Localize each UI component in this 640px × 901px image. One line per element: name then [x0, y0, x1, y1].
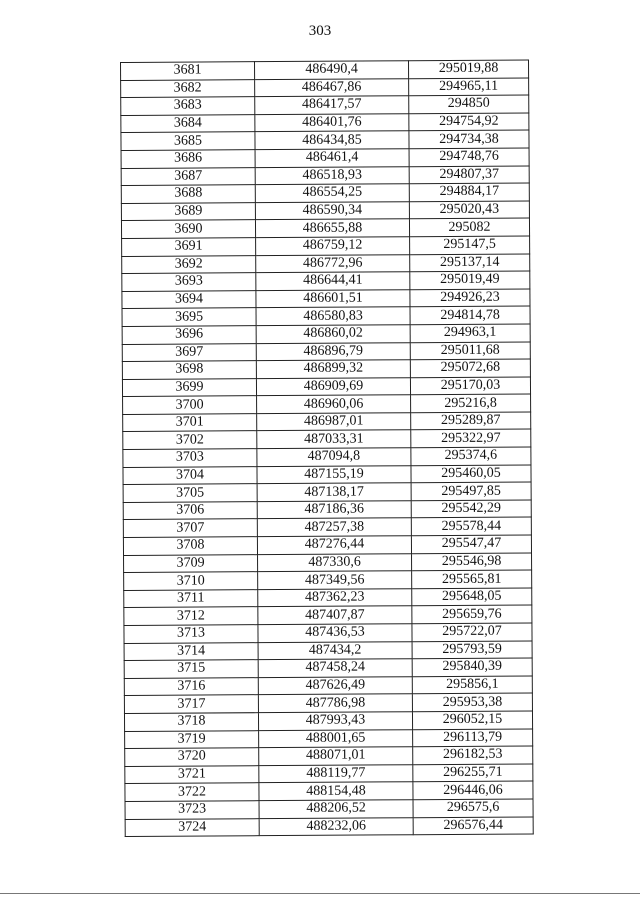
y-coordinate-cell: 294748,76 [409, 148, 529, 166]
y-coordinate-cell: 295216,8 [411, 394, 531, 412]
x-coordinate-cell: 486461,4 [255, 149, 409, 168]
table-row [122, 377, 530, 397]
x-coordinate-cell: 486554,25 [255, 184, 409, 203]
y-coordinate-cell: 296113,79 [413, 729, 533, 747]
x-coordinate-cell: 488232,06 [259, 817, 413, 836]
y-coordinate-cell: 295840,39 [412, 658, 532, 676]
table-row [124, 588, 532, 608]
table-row [124, 693, 532, 713]
x-coordinate-cell: 487138,17 [257, 483, 411, 502]
table-row [121, 113, 529, 133]
table-row [124, 641, 532, 661]
point-number-cell: 3702 [123, 431, 257, 449]
table-row [125, 799, 533, 819]
table-row [123, 535, 531, 555]
table-row [124, 711, 532, 731]
table-row [121, 78, 529, 98]
x-coordinate-cell: 487276,44 [257, 536, 411, 555]
y-coordinate-cell: 295082 [409, 218, 529, 236]
table-row [122, 359, 530, 379]
y-coordinate-cell: 295137,14 [410, 254, 530, 272]
x-coordinate-cell: 487458,24 [258, 659, 412, 678]
x-coordinate-cell: 488154,48 [259, 782, 413, 801]
table-row [122, 341, 530, 361]
point-number-cell: 3715 [124, 660, 258, 678]
page-edge-divider [0, 893, 640, 894]
table-row [123, 412, 531, 432]
point-number-cell: 3704 [123, 466, 257, 484]
y-coordinate-cell: 295322,97 [411, 429, 531, 447]
y-coordinate-cell: 295648,05 [412, 588, 532, 606]
table-row [121, 130, 529, 150]
x-coordinate-cell: 488071,01 [259, 747, 413, 766]
y-coordinate-cell: 296182,53 [413, 746, 533, 764]
table-row [123, 465, 531, 485]
x-coordinate-cell: 487436,53 [258, 624, 412, 643]
table-row [122, 289, 530, 309]
x-coordinate-cell: 486644,41 [256, 272, 410, 291]
table-row [121, 218, 529, 238]
table-row [123, 482, 531, 502]
point-number-cell: 3716 [124, 677, 258, 695]
table-row [122, 254, 530, 274]
x-coordinate-cell: 486772,96 [256, 254, 410, 273]
point-number-cell: 3690 [121, 220, 255, 238]
y-coordinate-cell: 294754,92 [409, 113, 529, 131]
table-row [124, 570, 532, 590]
x-coordinate-cell: 488119,77 [259, 764, 413, 783]
y-coordinate-cell: 295659,76 [412, 605, 532, 623]
point-number-cell: 3695 [122, 308, 256, 326]
x-coordinate-cell: 487626,49 [258, 677, 412, 696]
y-coordinate-cell: 294965,11 [409, 78, 529, 96]
point-number-cell: 3706 [123, 502, 257, 520]
point-number-cell: 3708 [123, 537, 257, 555]
point-number-cell: 3701 [123, 414, 257, 432]
point-number-cell: 3681 [121, 62, 255, 80]
x-coordinate-cell: 486401,76 [255, 114, 409, 133]
coordinates-table [120, 60, 534, 838]
table-row [123, 517, 531, 537]
table-row [121, 201, 529, 221]
point-number-cell: 3700 [123, 396, 257, 414]
table-row [124, 676, 532, 696]
x-coordinate-cell: 486434,85 [255, 131, 409, 150]
point-number-cell: 3689 [121, 202, 255, 220]
point-number-cell: 3707 [123, 519, 257, 537]
x-coordinate-cell: 487186,36 [257, 501, 411, 520]
point-number-cell: 3692 [122, 255, 256, 273]
point-number-cell: 3711 [124, 589, 258, 607]
point-number-cell: 3718 [124, 713, 258, 731]
point-number-cell: 3698 [122, 361, 256, 379]
y-coordinate-cell: 295072,68 [410, 359, 530, 377]
x-coordinate-cell: 486601,51 [256, 289, 410, 308]
x-coordinate-cell: 487786,98 [258, 694, 412, 713]
x-coordinate-cell: 487434,2 [258, 641, 412, 660]
y-coordinate-cell: 295020,43 [409, 201, 529, 219]
x-coordinate-cell: 486860,02 [256, 325, 410, 344]
y-coordinate-cell: 294734,38 [409, 130, 529, 148]
x-coordinate-cell: 487094,8 [257, 448, 411, 467]
y-coordinate-cell: 295147,5 [410, 236, 530, 254]
point-number-cell: 3710 [124, 572, 258, 590]
table-row [121, 166, 529, 186]
y-coordinate-cell: 295460,05 [411, 465, 531, 483]
x-coordinate-cell: 486655,88 [255, 219, 409, 238]
point-number-cell: 3696 [122, 326, 256, 344]
table-row [124, 658, 532, 678]
y-coordinate-cell: 294807,37 [409, 166, 529, 184]
x-coordinate-cell: 487257,38 [257, 518, 411, 537]
x-coordinate-cell: 487155,19 [257, 465, 411, 484]
y-coordinate-cell: 295793,59 [412, 641, 532, 659]
table-row [122, 236, 530, 256]
point-number-cell: 3720 [125, 748, 259, 766]
x-coordinate-cell: 487330,6 [258, 553, 412, 572]
x-coordinate-cell: 486909,69 [256, 377, 410, 396]
y-coordinate-cell: 295547,47 [411, 535, 531, 553]
y-coordinate-cell: 295011,68 [410, 341, 530, 359]
table-row [121, 95, 529, 115]
point-number-cell: 3724 [125, 818, 259, 836]
point-number-cell: 3705 [123, 484, 257, 502]
x-coordinate-cell: 488001,65 [259, 729, 413, 748]
x-coordinate-cell: 486899,32 [256, 360, 410, 379]
y-coordinate-cell: 294884,17 [409, 183, 529, 201]
table-row [123, 394, 531, 414]
y-coordinate-cell: 296575,6 [413, 799, 533, 817]
y-coordinate-cell: 296255,71 [413, 764, 533, 782]
y-coordinate-cell: 295722,07 [412, 623, 532, 641]
point-number-cell: 3694 [122, 290, 256, 308]
table-row [123, 500, 531, 520]
table-row [121, 183, 529, 203]
x-coordinate-cell: 486590,34 [255, 201, 409, 220]
y-coordinate-cell: 295019,88 [408, 60, 528, 78]
y-coordinate-cell: 296576,44 [413, 817, 533, 835]
x-coordinate-cell: 487407,87 [258, 606, 412, 625]
table-row [122, 271, 530, 291]
point-number-cell: 3697 [122, 343, 256, 361]
point-number-cell: 3709 [124, 554, 258, 572]
point-number-cell: 3714 [124, 642, 258, 660]
table-row [124, 623, 532, 643]
point-number-cell: 3687 [121, 167, 255, 185]
point-number-cell: 3717 [124, 695, 258, 713]
y-coordinate-cell: 294963,1 [410, 324, 530, 342]
point-number-cell: 3721 [125, 765, 259, 783]
point-number-cell: 3682 [121, 79, 255, 97]
y-coordinate-cell: 294850 [409, 95, 529, 113]
point-number-cell: 3699 [122, 378, 256, 396]
x-coordinate-cell: 486417,57 [255, 96, 409, 115]
x-coordinate-cell: 486759,12 [256, 237, 410, 256]
x-coordinate-cell: 487993,43 [258, 712, 412, 731]
y-coordinate-cell: 295546,98 [412, 553, 532, 571]
x-coordinate-cell: 486518,93 [255, 166, 409, 185]
table-row [123, 429, 531, 449]
point-number-cell: 3703 [123, 449, 257, 467]
table-row [124, 605, 532, 625]
point-number-cell: 3684 [121, 114, 255, 132]
y-coordinate-cell: 295953,38 [412, 693, 532, 711]
x-coordinate-cell: 488206,52 [259, 800, 413, 819]
y-coordinate-cell: 295289,87 [411, 412, 531, 430]
y-coordinate-cell: 295374,6 [411, 447, 531, 465]
table-row [123, 447, 531, 467]
table-row [122, 306, 530, 326]
x-coordinate-cell: 487362,23 [258, 589, 412, 608]
point-number-cell: 3713 [124, 625, 258, 643]
x-coordinate-cell: 486580,83 [256, 307, 410, 326]
table-row [124, 553, 532, 573]
table-row [125, 817, 533, 837]
y-coordinate-cell: 294814,78 [410, 306, 530, 324]
x-coordinate-cell: 486467,86 [255, 78, 409, 97]
point-number-cell: 3722 [125, 783, 259, 801]
y-coordinate-cell: 295565,81 [412, 570, 532, 588]
point-number-cell: 3712 [124, 607, 258, 625]
table-row [125, 781, 533, 801]
table-row [125, 729, 533, 749]
point-number-cell: 3685 [121, 132, 255, 150]
point-number-cell: 3683 [121, 97, 255, 115]
point-number-cell: 3686 [121, 150, 255, 168]
y-coordinate-cell: 296446,06 [413, 781, 533, 799]
x-coordinate-cell: 486960,06 [257, 395, 411, 414]
y-coordinate-cell: 295497,85 [411, 482, 531, 500]
x-coordinate-cell: 487349,56 [258, 571, 412, 590]
x-coordinate-cell: 486896,79 [256, 342, 410, 361]
page-number: 303 [308, 23, 332, 39]
point-number-cell: 3691 [122, 238, 256, 256]
x-coordinate-cell: 486987,01 [257, 413, 411, 432]
y-coordinate-cell: 295542,29 [411, 500, 531, 518]
table-row [121, 148, 529, 168]
point-number-cell: 3693 [122, 273, 256, 291]
table-row [122, 324, 530, 344]
table-row [125, 746, 533, 766]
y-coordinate-cell: 295578,44 [411, 517, 531, 535]
table-row [125, 764, 533, 784]
table-body [121, 60, 534, 837]
y-coordinate-cell: 294926,23 [410, 289, 530, 307]
table-row [121, 60, 529, 80]
y-coordinate-cell: 295170,03 [410, 377, 530, 395]
y-coordinate-cell: 296052,15 [412, 711, 532, 729]
point-number-cell: 3719 [125, 730, 259, 748]
y-coordinate-cell: 295019,49 [410, 271, 530, 289]
x-coordinate-cell: 486490,4 [255, 61, 409, 80]
y-coordinate-cell: 295856,1 [412, 676, 532, 694]
x-coordinate-cell: 487033,31 [257, 430, 411, 449]
point-number-cell: 3688 [121, 185, 255, 203]
point-number-cell: 3723 [125, 801, 259, 819]
